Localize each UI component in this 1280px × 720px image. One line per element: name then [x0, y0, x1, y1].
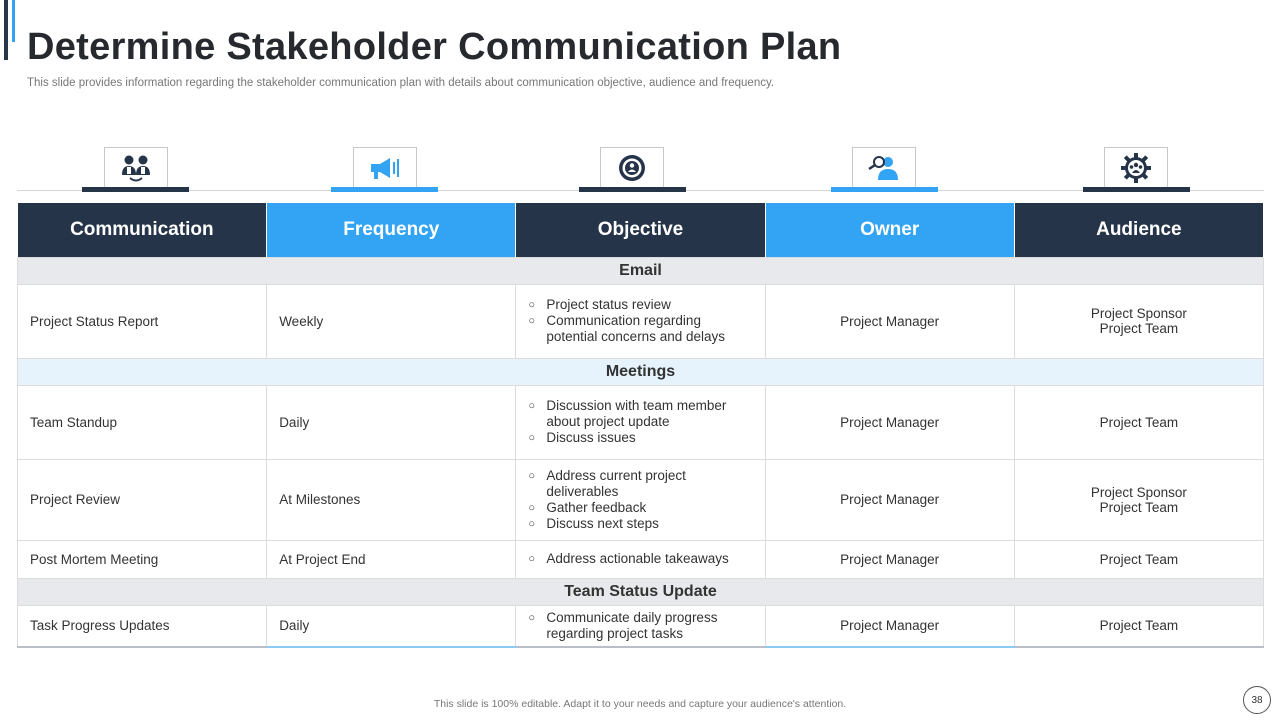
objective-item: ○ Address current project deliverables [528, 468, 752, 500]
audience-item: Project Team [1099, 321, 1179, 336]
cell-frequency: Weekly [267, 284, 516, 358]
objective-item: ○ Discuss next steps [528, 516, 752, 532]
objective-item: ○ Gather feedback [528, 500, 752, 516]
megaphone-icon [353, 147, 417, 189]
cell-communication: Post Mortem Meeting [18, 540, 267, 578]
section-row-meetings [18, 358, 1264, 385]
audience-gear-icon [1104, 147, 1168, 189]
page-title: Determine Stakeholder Communication Plan [27, 26, 842, 68]
cell-audience [1014, 284, 1263, 358]
icon-base-4 [831, 187, 938, 192]
communication-plan-table [17, 203, 1264, 648]
target-icon [600, 147, 664, 189]
audience-item: Project Sponsor [1090, 306, 1187, 321]
cell-owner: Project Manager [765, 459, 1014, 540]
cell-objective [516, 385, 765, 459]
objective-item: ○ Address actionable takeaways [528, 551, 752, 567]
table-header-row [18, 203, 1264, 257]
cell-communication: Project Status Report [18, 284, 267, 358]
audience-item: Project Team [1099, 414, 1179, 430]
section-row-email [18, 257, 1264, 284]
owner-search-icon [852, 147, 916, 189]
cell-objective [516, 540, 765, 578]
header-audience: Audience [1014, 203, 1263, 257]
objective-item: ○ Project status review [528, 297, 752, 313]
header-frequency: Frequency [267, 203, 516, 257]
section-label: Meetings [18, 358, 1264, 385]
header-communication: Communication [18, 203, 267, 257]
cell-audience [1014, 459, 1263, 540]
section-label: Email [18, 257, 1264, 284]
cell-frequency: Daily [267, 605, 516, 647]
audience-item: Project Sponsor [1090, 484, 1187, 500]
cell-audience [1014, 385, 1263, 459]
cell-objective [516, 605, 765, 647]
cell-audience [1014, 540, 1263, 578]
icon-base-3 [579, 187, 686, 192]
cell-frequency: Daily [267, 385, 516, 459]
icon-base-2 [331, 187, 438, 192]
audience-item: Project Team [1099, 618, 1179, 634]
table-row [18, 385, 1264, 459]
cell-communication: Task Progress Updates [18, 605, 267, 647]
page-subtitle: This slide provides information regarding the stakeholder communication plan with details about communication objective, audience and frequency. [27, 77, 775, 89]
audience-item: Project Team [1099, 551, 1179, 567]
cell-owner: Project Manager [765, 540, 1014, 578]
objective-item: ○ Discuss issues [528, 430, 752, 446]
footer-note: This slide is 100% editable. Adapt it to your needs and capture your audience's attention. [433, 698, 847, 710]
team-meeting-icon [104, 147, 168, 189]
cell-objective [516, 284, 765, 358]
cell-communication: Project Review [18, 459, 267, 540]
table-row [18, 540, 1264, 578]
cell-owner: Project Manager [765, 605, 1014, 647]
accent-bar-blue [12, 0, 15, 42]
cell-frequency: At Project End [267, 540, 516, 578]
page-number: 38 [1243, 686, 1271, 714]
icon-base-5 [1083, 187, 1190, 192]
objective-item: ○ Discussion with team member about project update [528, 398, 752, 430]
table-row [18, 284, 1264, 358]
header-owner: Owner [765, 203, 1014, 257]
objective-item: ○ Communication regarding potential concerns and delays [528, 313, 752, 345]
icon-base-1 [82, 187, 189, 192]
objective-item: ○ Communicate daily progress regarding project tasks [528, 610, 752, 642]
section-row-team-status-update [18, 578, 1264, 605]
accent-bar-dark [4, 0, 8, 60]
cell-audience [1014, 605, 1263, 647]
cell-owner: Project Manager [765, 385, 1014, 459]
cell-objective [516, 459, 765, 540]
header-objective: Objective [516, 203, 765, 257]
audience-item: Project Team [1099, 499, 1179, 515]
table-row [18, 605, 1264, 647]
cell-communication: Team Standup [18, 385, 267, 459]
cell-owner: Project Manager [765, 284, 1014, 358]
section-label: Team Status Update [18, 578, 1264, 605]
cell-frequency: At Milestones [267, 459, 516, 540]
table-row [18, 459, 1264, 540]
